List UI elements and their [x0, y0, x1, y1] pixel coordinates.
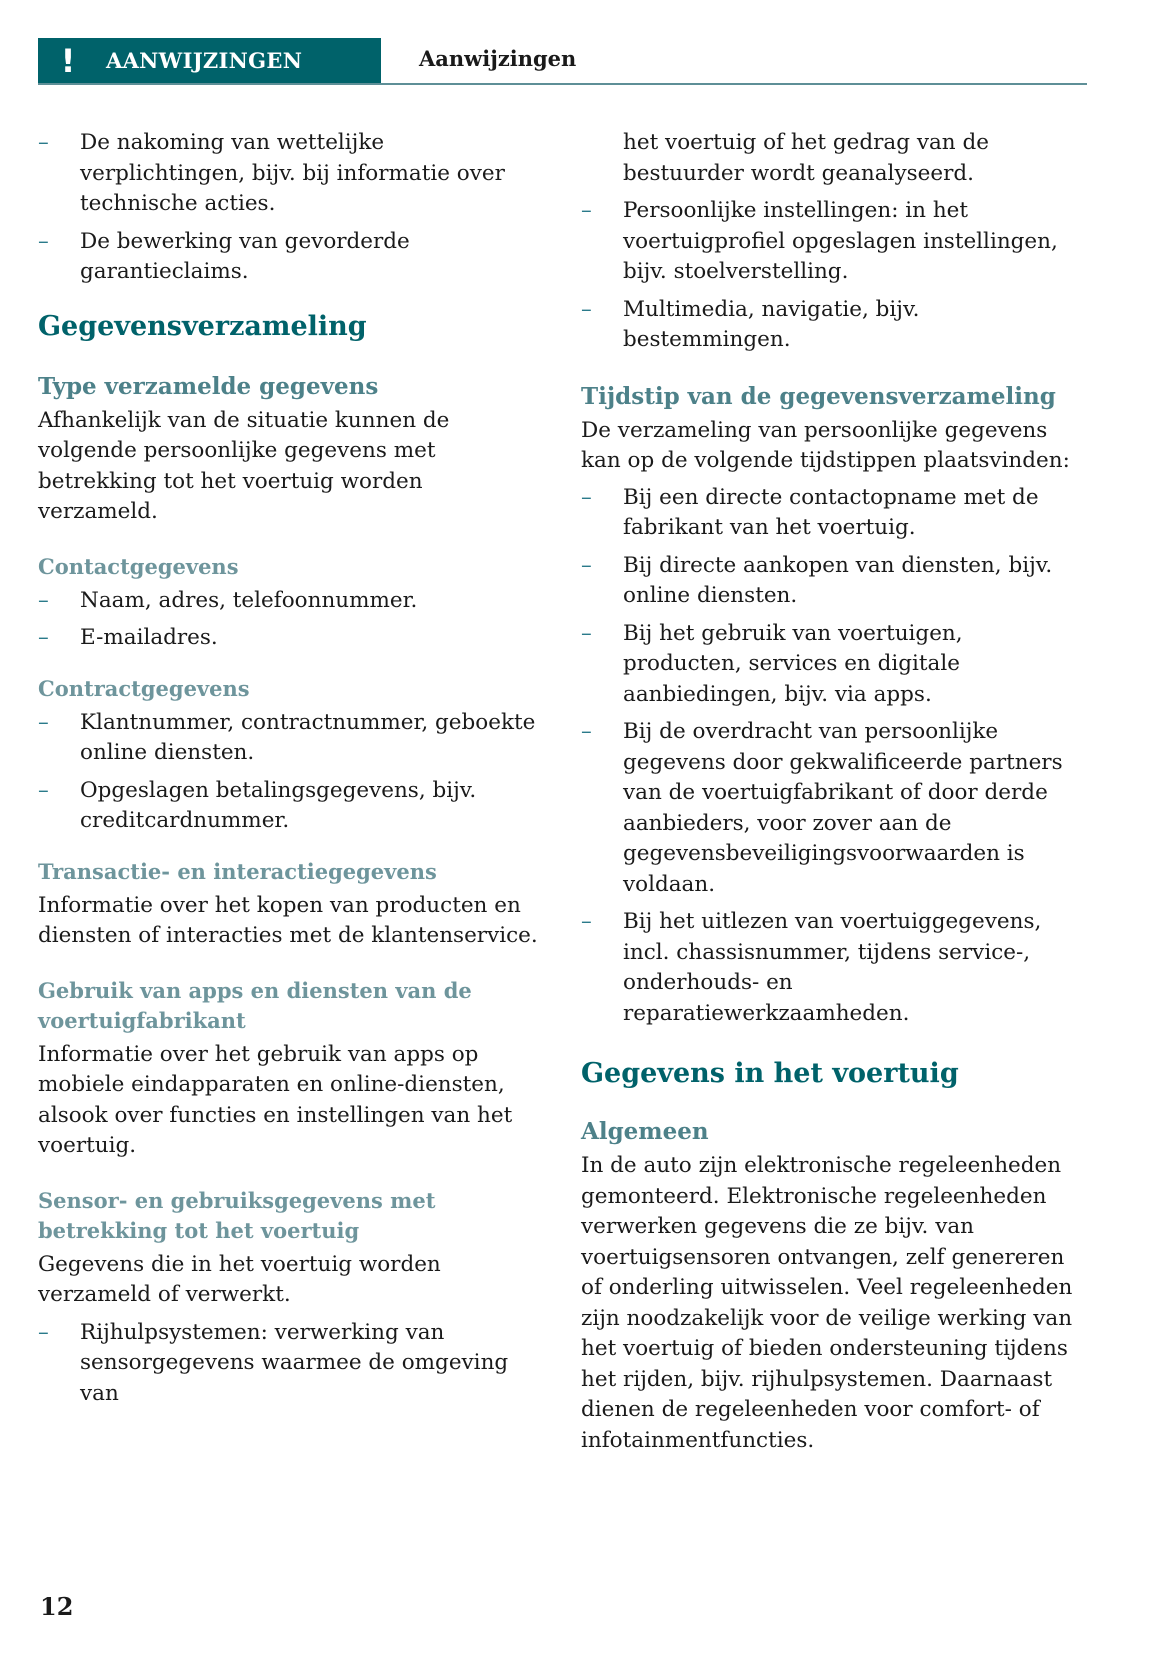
- dash-bullet-icon: –: [38, 1319, 49, 1345]
- paragraph: Informatie over het gebruik van apps op mobiele eindapparaten en online-diensten, alsook over functies en instellingen van het voertuig.: [38, 1041, 513, 1158]
- exclamation-icon: !: [60, 41, 76, 80]
- list-item: – Bij het gebruik van voertuigen, producten, services en digitale aanbiedingen, bijv. via apps.: [581, 620, 963, 707]
- settings-list: [581, 196, 1081, 356]
- list-item: – De bewerking van gevorderde garantieclaims.: [38, 228, 410, 284]
- list-item: – Bij de overdracht van persoonlijke gegevens door gekwalificeerde partners van de voertuigfabrikant of door derde aanbieders, voor zover aan de gegevensbeveiligingsvoorwaarden is voldaan.: [581, 719, 1063, 897]
- dash-bullet-icon: –: [581, 296, 592, 322]
- dash-bullet-icon: –: [581, 484, 592, 510]
- intro-list: [38, 128, 538, 288]
- dash-bullet-icon: –: [581, 719, 592, 744]
- heading-gegevens-in-het-voertuig: Gegevens in het voertuig: [581, 1058, 959, 1089]
- section-title: Aanwijzingen: [419, 46, 577, 71]
- paragraph: Informatie over het kopen van producten en diensten of interacties met de klantenservice.: [38, 892, 538, 948]
- list-item: – Bij een directe contactopname met de fabrikant van het voertuig.: [581, 484, 1039, 540]
- paragraph: De verzameling van persoonlijke gegevens kan op de volgende tijdstippen plaatsvinden:: [581, 417, 1070, 473]
- list-item: – Klantnummer, contractnummer, geboekte online diensten.: [38, 709, 536, 765]
- right-column: [581, 128, 1081, 1456]
- dash-bullet-icon: –: [38, 587, 49, 613]
- heading-sensorgegevens: Sensor- en gebruiksgegevens met betrekking tot het voertuig: [38, 1187, 436, 1243]
- heading-contractgegevens: Contractgegevens: [38, 675, 250, 701]
- heading-tijdstip: Tijdstip van de gegevensverzameling: [581, 382, 1056, 410]
- list-item: – Multimedia, navigatie, bijv. bestemmingen.: [581, 296, 920, 352]
- page-header: [38, 38, 1087, 86]
- heading-apps-diensten: Gebruik van apps en diensten van de voertuigfabrikant: [38, 977, 472, 1033]
- chapter-label: AANWIJZINGEN: [106, 48, 303, 73]
- header-divider: [38, 83, 1087, 85]
- left-column: [38, 128, 538, 1416]
- list-item: – Rijhulpsystemen: verwerking van sensorgegevens waarmee de omgeving van: [38, 1319, 509, 1406]
- dash-bullet-icon: –: [38, 625, 49, 650]
- list-item: – Opgeslagen betalingsgegevens, bijv. creditcardnummer.: [38, 777, 477, 833]
- dash-bullet-icon: –: [581, 620, 592, 646]
- dash-bullet-icon: –: [581, 552, 592, 578]
- list-item: – Bij het uitlezen van voertuiggegevens, incl. chassisnummer, tijdens service-, onderhouds- en reparatiewerkzaamheden.: [581, 909, 1042, 1026]
- heading-gegevensverzameling: Gegevensverzameling: [38, 310, 367, 342]
- time-list: [581, 483, 1081, 1030]
- dash-bullet-icon: –: [38, 777, 49, 803]
- heading-type-verzamelde-gegevens: Type verzamelde gegevens: [38, 372, 379, 400]
- paragraph: Gegevens die in het voertuig worden verzameld of verwerkt.: [38, 1251, 441, 1307]
- dash-bullet-icon: –: [581, 909, 592, 934]
- list-item: – Persoonlijke instellingen: in het voertuigprofiel opgeslagen instellingen, bijv. stoelverstelling.: [581, 198, 1058, 284]
- paragraph: Afhankelijk van de situatie kunnen de volgende persoonlijke gegevens met betrekking tot het voertuig worden verzameld.: [38, 407, 450, 524]
- paragraph: In de auto zijn elektronische regeleenheden gemonteerd. Elektronische regeleenheden verwerken gegevens die ze bijv. van voertuigsensoren ontvangen, zelf genereren of onderling uitwisselen. Veel regeleenheden zijn noodzakelijk voor de veilige werking van het voertuig of bieden ondersteuning tijdens het rijden, bijv. rijhulpsystemen. Daarnaast dienen de regeleenheden voor comfort- of infotainmentfuncties.: [581, 1153, 1073, 1453]
- list-item: – E-mailadres.: [38, 623, 538, 654]
- chapter-tab: [38, 38, 381, 83]
- list-item: – Bij directe aankopen van diensten, bijv. online diensten.: [581, 552, 1053, 608]
- dash-bullet-icon: –: [38, 228, 49, 254]
- contract-list: [38, 708, 538, 837]
- list-item: – Naam, adres, telefoonnummer.: [38, 586, 538, 617]
- list-item: – De nakoming van wettelijke verplichtingen, bijv. bij informatie over technische acties.: [38, 130, 505, 216]
- heading-contactgegevens: Contactgegevens: [38, 553, 239, 579]
- continued-list-text: het voertuig of het gedrag van de bestuurder wordt geanalyseerd.: [623, 130, 989, 186]
- dash-bullet-icon: –: [38, 709, 49, 735]
- dash-bullet-icon: –: [38, 130, 49, 155]
- page-number: 12: [40, 1592, 74, 1621]
- contact-list: [38, 586, 538, 654]
- dash-bullet-icon: –: [581, 198, 592, 223]
- sensor-list: [38, 1318, 538, 1410]
- heading-transactie: Transactie- en interactiegegevens: [38, 858, 437, 884]
- heading-algemeen: Algemeen: [581, 1118, 709, 1145]
